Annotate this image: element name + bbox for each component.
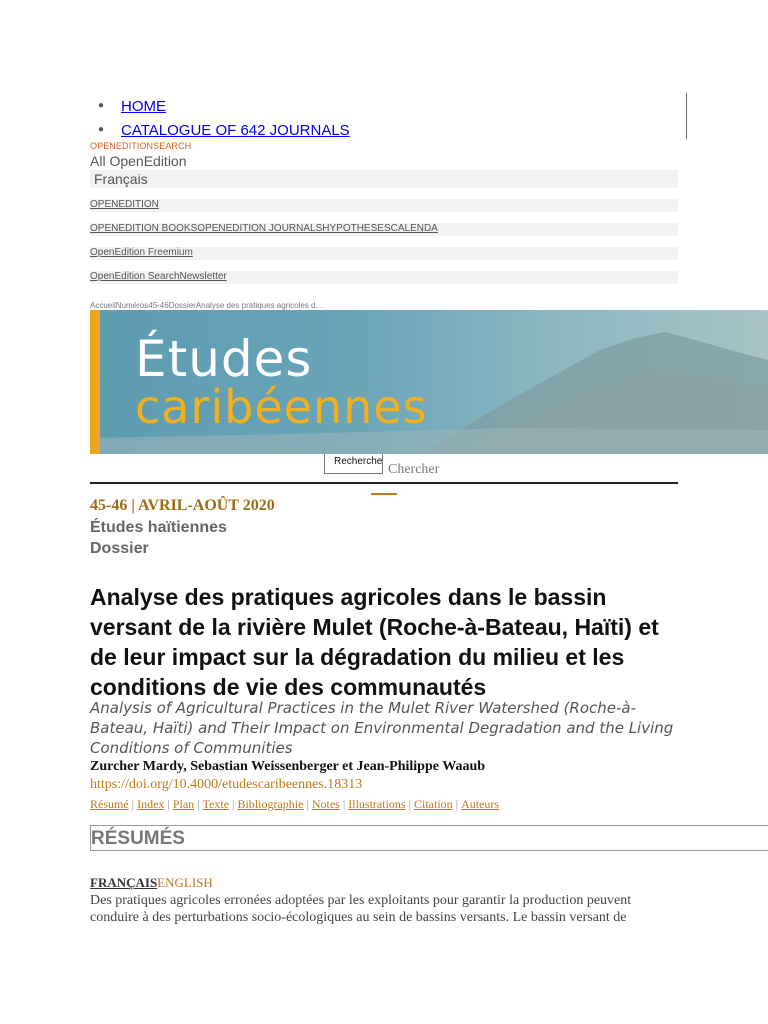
- search-scope-select[interactable]: All OpenEdition: [90, 153, 187, 169]
- portal-bar-freemium: [90, 247, 678, 260]
- toc-citation[interactable]: Citation: [414, 797, 453, 811]
- doi-link[interactable]: https://doi.org/10.4000/etudescaribeennes.18313: [90, 777, 363, 792]
- portal-bar-openedition: [90, 199, 678, 212]
- home-link[interactable]: HOME: [121, 98, 166, 115]
- article-toc: Résumé | Index | Plan | Texte | Bibliographie | Notes | Illustrations | Citation | Auteurs: [90, 797, 500, 811]
- banner-accent-stripe: [90, 310, 100, 454]
- toc-illustrations[interactable]: Illustrations: [348, 797, 406, 811]
- tab-english[interactable]: ENGLISH: [157, 875, 213, 890]
- toc-resume[interactable]: Résumé: [90, 797, 129, 811]
- abstract-language-tabs: [90, 875, 213, 891]
- bullet-icon: ●: [98, 100, 105, 111]
- search-newsletter-links[interactable]: OpenEdition SearchNewsletter: [90, 271, 227, 282]
- nav-divider: [686, 93, 687, 139]
- portal-bar-platforms: [90, 223, 678, 236]
- abstract-text: Des pratiques agricoles erronées adoptées par les exploitants pour garantir la production peuvent conduire à des perturbations socio-écologiques au sein de bassins versants. Le bassin versant de: [90, 893, 632, 925]
- toc-index[interactable]: Index: [137, 797, 165, 811]
- article-authors: Zurcher Mardy, Sebastian Weissenberger et Jean-Philippe Waaub: [90, 759, 486, 774]
- toc-texte[interactable]: Texte: [202, 797, 230, 811]
- journal-title-line2: caribéennes: [135, 380, 428, 434]
- freemium-link[interactable]: OpenEdition Freemium: [90, 247, 193, 258]
- platforms-links[interactable]: OPENEDITION BOOKSOPENEDITION JOURNALSHYPOTHESESCALENDA: [90, 223, 438, 234]
- menu-toggle-icon[interactable]: [371, 493, 397, 495]
- search-button[interactable]: Recherche: [324, 454, 383, 474]
- article-subtitle: Analysis of Agricultural Practices in the Mulet River Watershed (Roche-à-Bateau, Haïti) and Their Impact on Environmental Degradation and the Living Conditions of Communities: [90, 699, 674, 757]
- header-divider: [90, 482, 678, 484]
- bullet-icon: ●: [98, 124, 105, 135]
- portal-bar-search-newsletter: [90, 271, 678, 284]
- tab-francais[interactable]: FRANÇAIS: [90, 875, 158, 890]
- toc-bibliographie[interactable]: Bibliographie: [237, 797, 304, 811]
- openedition-search-label[interactable]: OPENEDITIONSEARCH: [90, 141, 192, 151]
- toc-auteurs[interactable]: Auteurs: [461, 797, 500, 811]
- section-label: Études haïtiennes: [90, 519, 227, 536]
- resumes-heading: RÉSUMÉS: [91, 828, 185, 849]
- section-label: Dossier: [90, 540, 149, 557]
- article-title: Analyse des pratiques agricoles dans le bassin versant de la rivière Mulet (Roche-à-Bateau, Haïti) et de leur impact sur la dégradation du milieu et les conditions de vie des communautés: [90, 584, 659, 700]
- breadcrumb[interactable]: AccueilNuméros45-46DossierAnalyse des pratiques agricoles d...: [90, 301, 323, 310]
- language-label: Français: [94, 171, 148, 187]
- search-input[interactable]: Chercher: [388, 462, 440, 477]
- toc-plan[interactable]: Plan: [172, 797, 195, 811]
- journal-banner[interactable]: [90, 310, 768, 454]
- resumes-section-header: [90, 825, 768, 851]
- language-select[interactable]: [90, 170, 678, 188]
- catalogue-link[interactable]: CATALOGUE OF 642 JOURNALS: [121, 122, 350, 139]
- toc-notes[interactable]: Notes: [311, 797, 340, 811]
- journal-title-line1: Études: [135, 330, 313, 388]
- issue-label[interactable]: 45-46 | AVRIL-AOÛT 2020: [90, 497, 275, 514]
- openedition-link[interactable]: OPENEDITION: [90, 199, 159, 210]
